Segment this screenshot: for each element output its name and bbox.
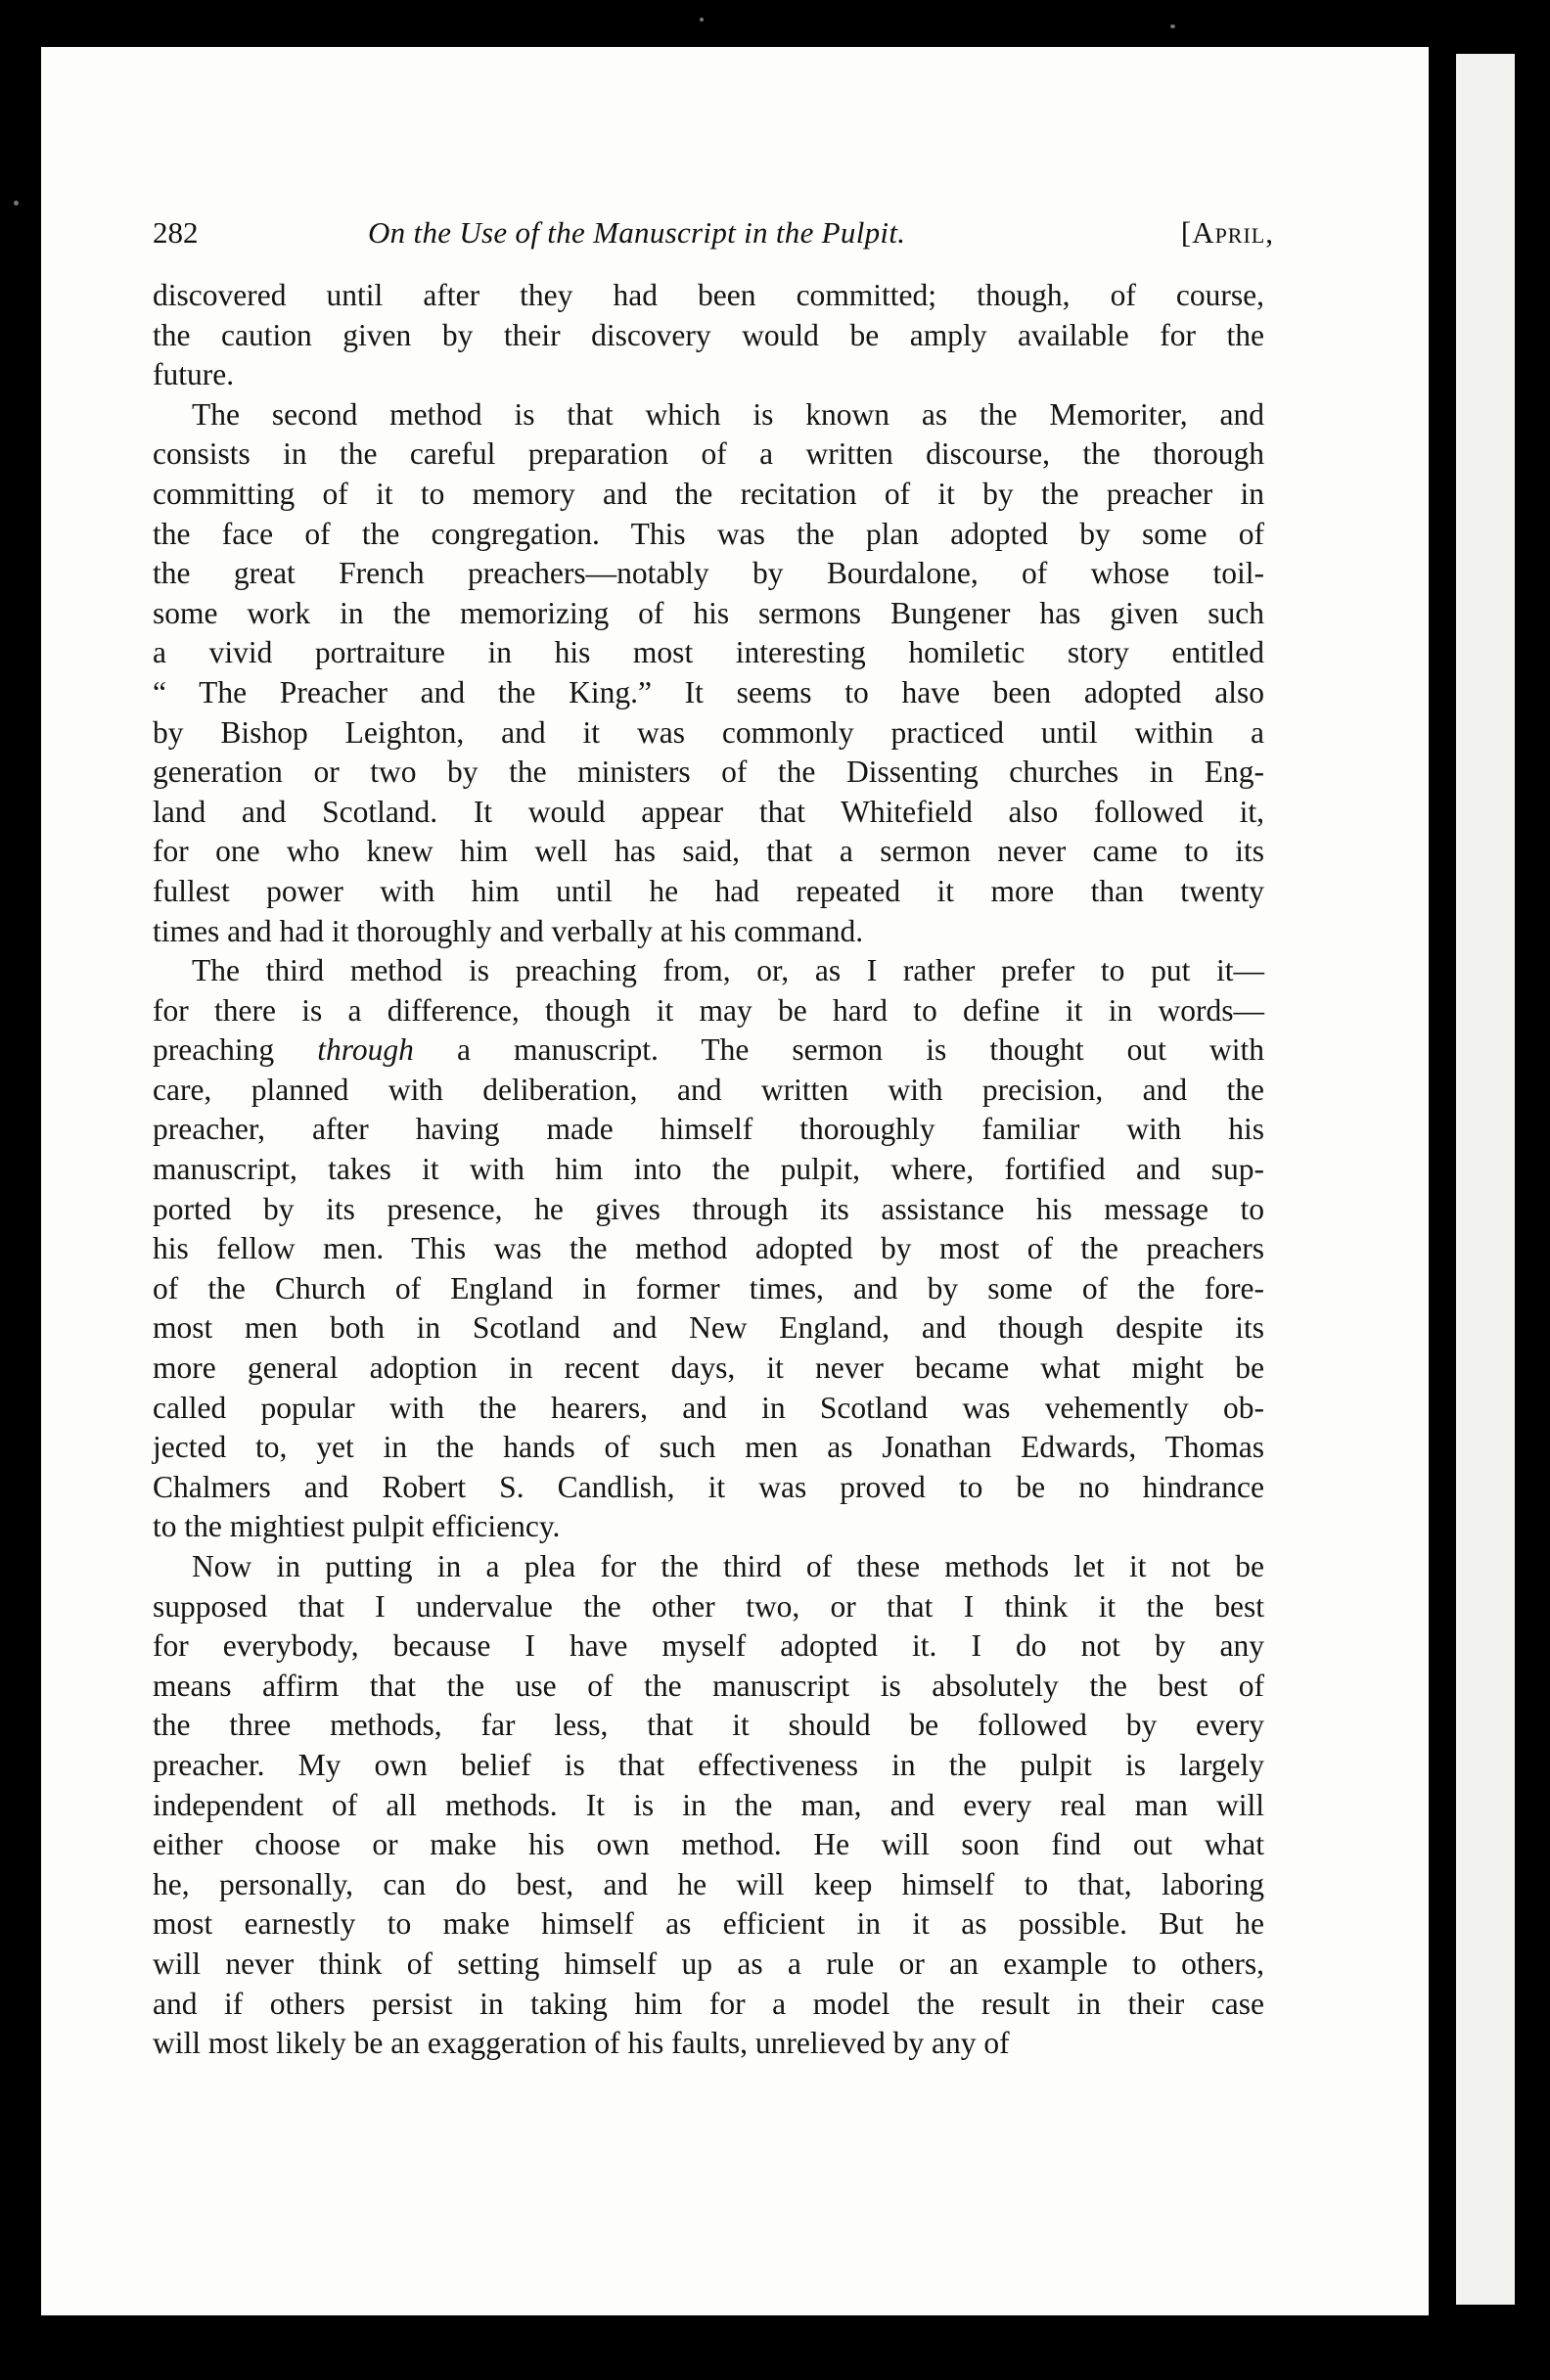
paragraph <box>153 951 1264 1547</box>
text-line: preaching through a manuscript. The sermon is thought out with <box>153 1032 1265 1068</box>
text-line: times and had it thoroughly and verbally at his command. <box>153 913 864 948</box>
text-line: Now in putting in a plea for the third of these methods let it not be <box>192 1549 1264 1583</box>
scan-speck <box>700 18 704 22</box>
paragraph <box>153 276 1264 395</box>
text-line: independent of all methods. It is in the man, and every real man will <box>153 1787 1264 1822</box>
text-line: ported by its presence, he gives through its assistance his message to <box>153 1191 1264 1226</box>
text-line: and if others persist in taking him for a model the result in their case <box>153 1986 1264 2021</box>
text-line: the three methods, far less, that it should be followed by every <box>153 1708 1264 1743</box>
page-header <box>153 215 1274 266</box>
text-line: to the mightiest pulpit efficiency. <box>153 1509 561 1544</box>
text-line: most earnestly to make himself as efficient in it as possible. But he <box>153 1906 1264 1942</box>
text-line: preacher. My own belief is that effectiveness in the pulpit is largely <box>153 1747 1264 1782</box>
text-line: preacher, after having made himself thoroughly familiar with his <box>153 1112 1264 1147</box>
text-line: a vivid portraiture in his most interesting homiletic story entitled <box>153 635 1264 670</box>
text-line: consists in the careful preparation of a written discourse, the thorough <box>153 436 1264 472</box>
text-line: generation or two by the ministers of the Dissenting churches in Eng- <box>153 755 1264 790</box>
text-line: means affirm that the use of the manuscript is absolutely the best of <box>153 1668 1264 1703</box>
text-line: fullest power with him until he had repeated it more than twenty <box>153 873 1264 908</box>
text-line: will never think of setting himself up as a rule or an example to others, <box>153 1945 1264 1981</box>
text-line: for everybody, because I have myself adopted it. I do not by any <box>153 1628 1264 1664</box>
text-line: for there is a difference, though it may be hard to define it in words— <box>153 992 1264 1028</box>
text-line: for one who knew him well has said, that a sermon never came to its <box>153 834 1264 869</box>
scan-speck <box>14 201 19 206</box>
text-line: the great French preachers—notably by Bourdalone, of whose toil- <box>153 556 1264 591</box>
text-line: of the Church of England in former times, and by some of the fore- <box>153 1270 1264 1305</box>
text-line: land and Scotland. It would appear that Whitefield also followed it, <box>153 794 1264 829</box>
text-line: manuscript, takes it with him into the pulpit, where, fortified and sup- <box>153 1152 1264 1187</box>
text-line: either choose or make his own method. He will soon find out what <box>153 1827 1264 1862</box>
text-line: “ The Preacher and the King.” It seems to have been adopted also <box>153 674 1264 709</box>
text-line: his fellow men. This was the method adopted by most of the preachers <box>153 1231 1264 1266</box>
running-title: On the Use of the Manuscript in the Pulpit. <box>368 215 906 250</box>
text-line: he, personally, can do best, and he will keep himself to that, laboring <box>153 1866 1264 1901</box>
text-line: more general adoption in recent days, it never became what might be <box>153 1350 1264 1386</box>
body-text <box>153 276 1264 2064</box>
adjacent-page-edge <box>1456 54 1515 2305</box>
text-line: called popular with the hearers, and in Scotland was vehemently ob- <box>153 1390 1264 1425</box>
text-line: jected to, yet in the hands of such men as Jonathan Edwards, Thomas <box>153 1430 1264 1465</box>
paragraph <box>153 395 1264 951</box>
text-line: some work in the memorizing of his sermons Bungener has given such <box>153 595 1264 630</box>
text-line: will most likely be an exaggeration of his faults, unrelieved by any of <box>153 2026 1010 2061</box>
text-line: the face of the congregation. This was the plan adopted by some of <box>153 516 1264 551</box>
section-marker: [April, <box>1180 215 1274 250</box>
text-line: the caution given by their discovery would be amply available for the <box>153 317 1264 352</box>
text-line: The second method is that which is known as the Memoriter, and <box>192 396 1264 432</box>
text-line: most men both in Scotland and New England, and though despite its <box>153 1310 1264 1346</box>
text-line: Chalmers and Robert S. Candlish, it was proved to be no hindrance <box>153 1469 1264 1504</box>
text-line: supposed that I undervalue the other two, or that I think it the best <box>153 1588 1264 1624</box>
page-number: 282 <box>153 215 199 250</box>
text-line: committing of it to memory and the recitation of it by the preacher in <box>153 476 1264 511</box>
text-line: The third method is preaching from, or, as I rather prefer to put it— <box>192 953 1264 988</box>
text-line: discovered until after they had been committed; though, of course, <box>153 278 1264 312</box>
text-line: by Bishop Leighton, and it was commonly practiced until within a <box>153 714 1264 750</box>
text-line: care, planned with deliberation, and written with precision, and the <box>153 1072 1264 1107</box>
scan-speck <box>1170 24 1175 28</box>
paragraph <box>153 1547 1264 2064</box>
text-line: future. <box>153 357 235 392</box>
